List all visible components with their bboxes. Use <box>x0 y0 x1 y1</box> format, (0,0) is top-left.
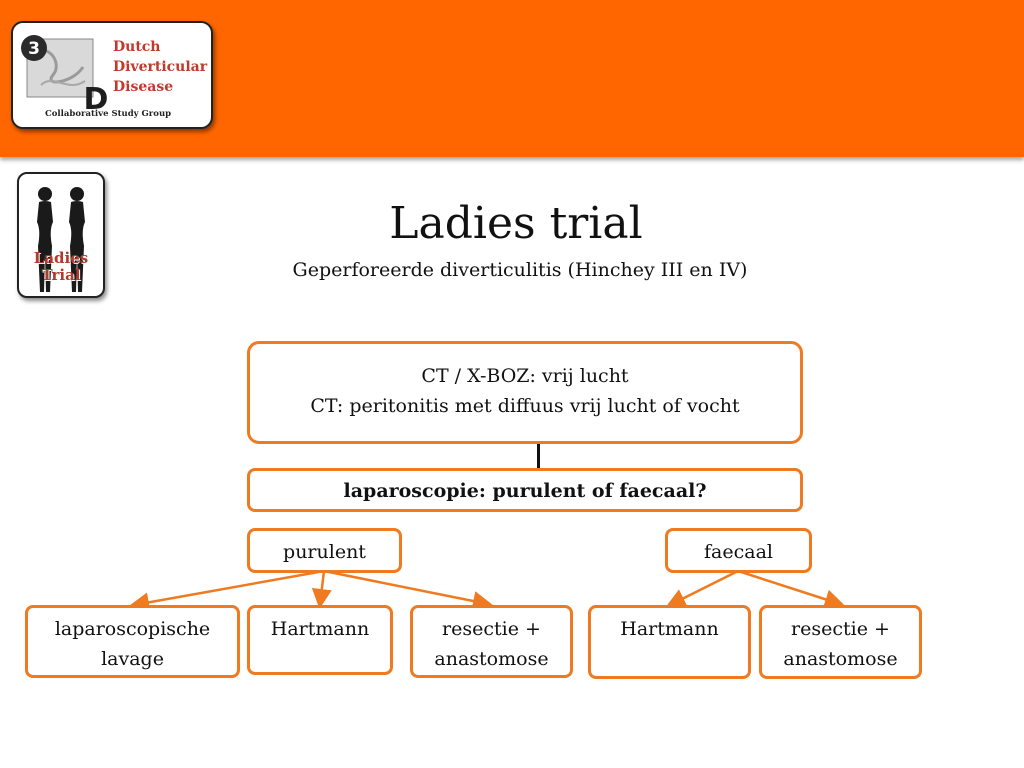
page-subtitle: Geperforeerde diverticulitis (Hinchey III en IV) <box>292 259 748 281</box>
ct-findings-box <box>247 341 803 444</box>
option-line-1: resectie + <box>791 618 890 640</box>
option-faecaal-hartmann <box>588 605 751 679</box>
faecaal-label: faecaal <box>704 541 773 563</box>
page-title: Ladies trial <box>389 198 643 249</box>
connector-line <box>537 444 540 469</box>
option-purulent-resectie-anastomose <box>410 605 573 678</box>
ladies-logo-line-1: Ladies <box>33 249 89 267</box>
arrow-purulent-resectie <box>324 571 488 604</box>
arrow-purulent-lavage <box>134 571 324 605</box>
arrow-faecaal-resectie <box>738 571 840 604</box>
option-purulent-hartmann <box>247 605 393 675</box>
logo-footer: Collaborative Study Group <box>45 109 172 119</box>
option-line-1: Hartmann <box>270 618 370 640</box>
laparoscopy-question-text: laparoscopie: purulent of faecaal? <box>343 480 707 502</box>
option-line-2: anastomose <box>783 648 898 670</box>
purulent-box <box>247 528 402 573</box>
faecaal-box <box>665 528 812 573</box>
option-line-2: anastomose <box>434 648 549 670</box>
logo-line-1: Dutch <box>113 39 161 55</box>
ladies-logo-line-2: Trial <box>41 266 81 284</box>
badge-letter: D <box>83 82 109 117</box>
arrow-purulent-hartmann <box>320 571 324 604</box>
arrow-faecaal-hartmann <box>670 571 738 605</box>
purulent-label: purulent <box>283 541 366 563</box>
option-line-2: lavage <box>101 648 164 670</box>
ct-findings-line-2: CT: peritonitis met diffuus vrij lucht of vocht <box>310 395 740 417</box>
logo-line-2: Diverticular <box>113 59 208 75</box>
option-laparoscopische-lavage <box>25 605 240 678</box>
laparoscopy-question-box <box>247 468 803 512</box>
badge-number: 3 <box>28 39 40 59</box>
option-line-1: resectie + <box>442 618 541 640</box>
option-line-1: Hartmann <box>620 618 719 640</box>
option-faecaal-resectie-anastomose <box>759 605 922 679</box>
logo-line-3: Disease <box>113 79 174 95</box>
ct-findings-line-1: CT / X-BOZ: vrij lucht <box>421 365 629 387</box>
option-line-1: laparoscopische <box>54 618 211 640</box>
